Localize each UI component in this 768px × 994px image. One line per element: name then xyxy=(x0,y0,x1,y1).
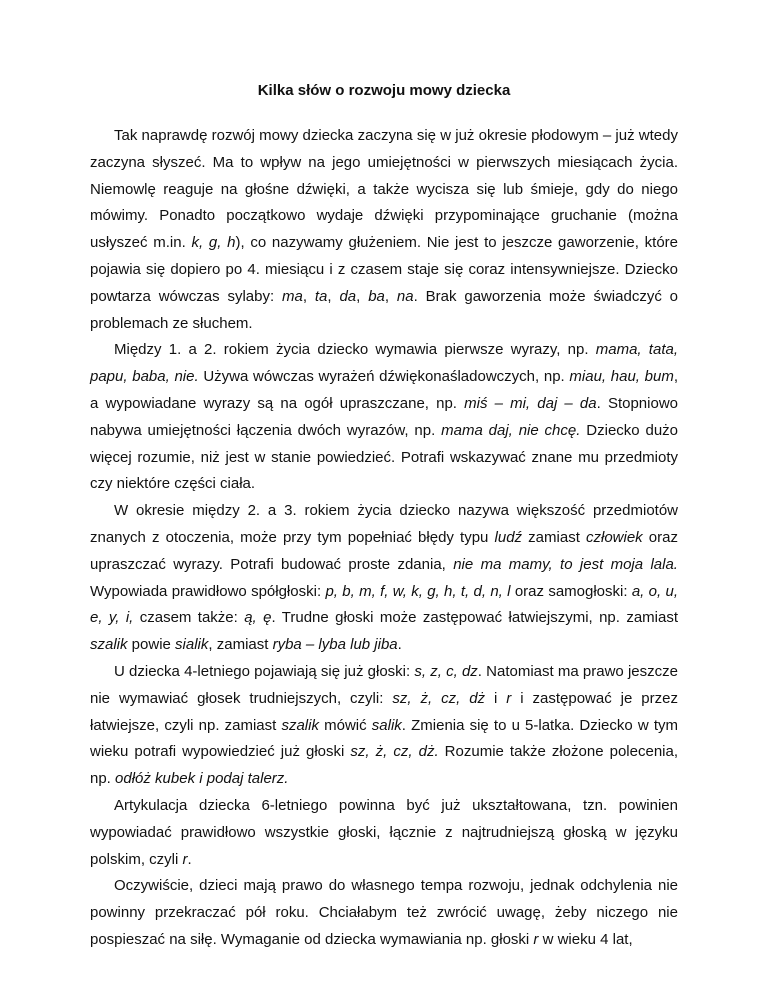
italic-term: ta xyxy=(314,287,328,305)
document-body xyxy=(90,123,678,954)
italic-term: ba xyxy=(368,287,385,305)
text-segment: . Stopniowo nabywa umiejętności łączenia dwóch wyrazów, np. xyxy=(90,394,678,439)
document-page xyxy=(90,80,678,954)
italic-term: sz, ż, cz, dż xyxy=(392,689,486,707)
text-segment: , zamiast xyxy=(208,636,273,654)
italic-term: a, o, u, e, y, i, xyxy=(90,582,678,627)
text-segment: Między 1. a 2. rokiem życia dziecko wymawia pierwsze wyrazy, np. xyxy=(114,341,596,359)
italic-term: odłóż kubek i podaj talerz. xyxy=(115,770,289,788)
italic-term: miau, hau, bum xyxy=(569,368,674,386)
paragraph-2 xyxy=(90,337,678,498)
text-segment: , xyxy=(384,287,397,305)
italic-term: sz, ż, cz, dż. xyxy=(350,743,439,761)
document-title: Kilka słów o rozwoju mowy dziecka xyxy=(257,82,511,99)
italic-term: szalik xyxy=(281,716,319,734)
text-segment: Oczywiście, dzieci mają prawo do własnego tempa rozwoju, jednak odchylenia nie powinny przekraczać pół roku. Chciałabym też zwrócić uwagę, żeby niczego nie pospieszać na siłę. Wymaganie od dziecka wymawiania np. głoski xyxy=(90,877,678,948)
paragraph-3 xyxy=(90,498,678,659)
italic-term: r xyxy=(533,930,539,948)
text-segment: i zastępować je przez łatwiejsze, czyli np. zamiast xyxy=(90,689,678,734)
italic-term: da xyxy=(339,287,357,305)
paragraph-5 xyxy=(90,793,678,873)
text-segment: Rozumie także złożone polecenia, np. xyxy=(90,743,678,788)
italic-term: k, g, h xyxy=(191,234,236,252)
text-segment: . Trudne głoski może zastępować łatwiejszymi, np. zamiast xyxy=(271,609,678,627)
text-segment: Tak naprawdę rozwój mowy dziecka zaczyna się w już okresie płodowym – już wtedy zaczyna słyszeć. Ma to wpływ na jego umiejętności w pierwszych miesiącach życia. Niemowlę reaguje na głośne dźwięki, a także wycisza się lub śmieje, gdy do niego mówimy. Ponadto początkowo wydaje dźwięki przypominające gruchanie (można usłyszeć m.in. xyxy=(90,127,678,252)
italic-term: ą, ę xyxy=(244,609,272,627)
text-segment: czasem także: xyxy=(133,609,245,627)
italic-term: salik xyxy=(371,716,402,734)
italic-term: p, b, m, f, w, k, g, h, t, d, n, l xyxy=(325,582,511,600)
text-segment: , xyxy=(356,287,369,305)
text-segment: mówić xyxy=(318,716,372,734)
text-segment: i xyxy=(485,689,507,707)
text-segment: . Zmienia się to u 5-latka. Dziecko w tym wieku potrafi wypowiedzieć już głoski xyxy=(90,716,679,761)
italic-term: r xyxy=(506,689,512,707)
text-segment: zamiast xyxy=(522,528,586,546)
italic-term: mama daj, nie chcę. xyxy=(441,421,581,439)
italic-term: miś – mi, daj – da xyxy=(464,394,597,412)
italic-term: nie ma mamy, to jest moja lala. xyxy=(453,555,678,573)
italic-term: człowiek xyxy=(585,528,643,546)
italic-term: ludź xyxy=(494,528,523,546)
text-segment: . Natomiast ma prawo jeszcze nie wymawiać głosek trudniejszych, czyli: xyxy=(90,662,678,707)
paragraph-6 xyxy=(90,873,678,953)
text-segment: , xyxy=(302,287,315,305)
text-segment: Wypowiada prawidłowo spółgłoski: xyxy=(90,582,326,600)
paragraph-4 xyxy=(90,659,678,793)
text-segment: , xyxy=(327,287,340,305)
text-segment: . Brak gaworzenia może świadczyć o problemach ze słuchem. xyxy=(90,287,679,332)
text-segment: , a wypowiadane wyrazy są na ogół upraszczane, np. xyxy=(90,368,679,412)
text-segment: w wieku 4 lat, xyxy=(538,930,633,948)
text-segment: Dziecko dużo więcej rozumie, niż jest w stanie powiedzieć. Potrafi wskazywać znane mu przedmioty czy niektóre części ciała. xyxy=(90,421,679,493)
italic-term: mama, tata, papu, baba, nie. xyxy=(90,341,678,386)
text-segment: U dziecka 4-letniego pojawiają się już głoski: xyxy=(114,662,415,680)
italic-term: szalik xyxy=(90,636,128,654)
text-segment: . xyxy=(187,850,192,868)
text-segment: Artykulacja dziecka 6-letniego powinna być już ukształtowana, tzn. powinien wypowiadać prawidłowo wszystkie głoski, łącznie z najtrudniejszą głoską w języku polskim, czyli xyxy=(90,796,678,868)
text-segment: oraz samogłoski: xyxy=(510,582,632,600)
italic-term: ryba – lyba lub jiba xyxy=(272,636,398,654)
text-segment: ), co nazywamy głużeniem. Nie jest to jeszcze gaworzenie, które pojawia się dopiero po 4. miesiącu i z czasem staje się coraz intensywniejsze. Dziecko powtarza wówczas sylaby: xyxy=(90,234,679,305)
italic-term: na xyxy=(396,287,414,305)
text-segment: Używa wówczas wyrażeń dźwiękonaśladowczych, np. xyxy=(198,368,570,386)
italic-term: sialik xyxy=(175,636,209,654)
italic-term: ma xyxy=(282,287,303,305)
italic-term: r xyxy=(182,850,188,868)
text-segment: W okresie między 2. a 3. rokiem życia dziecko nazywa większość przedmiotów znanych z otoczenia, może przy tym popełniać błędy typu xyxy=(90,502,678,546)
paragraph-1 xyxy=(90,123,678,337)
text-segment: oraz upraszczać wyrazy. Potrafi budować proste zdania, xyxy=(90,528,678,573)
italic-term: s, z, c, dz xyxy=(414,662,478,680)
text-segment: powie xyxy=(127,636,176,654)
text-segment: . xyxy=(397,636,402,654)
